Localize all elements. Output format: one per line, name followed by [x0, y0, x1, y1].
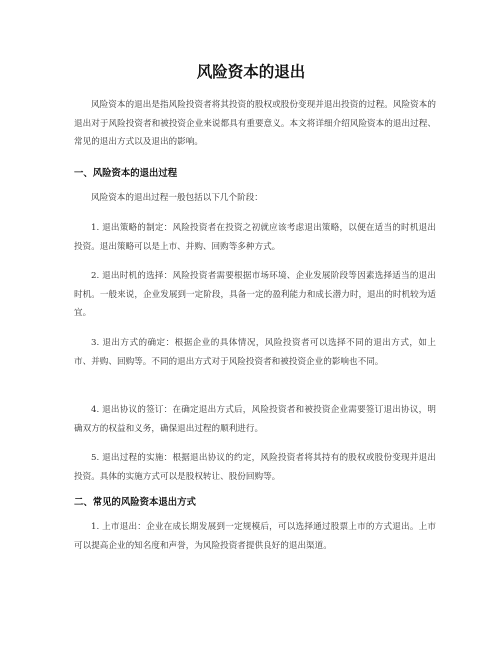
section-2-item-1	[74, 518, 436, 555]
intro-paragraph	[74, 96, 436, 152]
list-item-text: 3. 退出方式的确定：根据企业的具体情况，风险投资者可以选择不同的退出方式，如上市、并购、回购等。不同的退出方式对于风险投资者和被投资企业的影响也不同。	[74, 338, 436, 367]
section-1-item-2	[74, 267, 436, 323]
section-1-item-1	[74, 219, 436, 256]
section-1-item-5	[74, 449, 436, 486]
section-1-lead	[74, 189, 436, 208]
section-2-heading: 二、常见的风险资本退出方式	[74, 497, 196, 508]
section-1-lead-text: 风险资本的退出过程一般包括以下几个阶段：	[91, 193, 263, 203]
section-1-item-4	[74, 401, 436, 438]
list-item-text: 4. 退出协议的签订：在确定退出方式后，风险投资者和被投资企业需要签订退出协议，明确双方的权益和义务，确保退出过程的顺利进行。	[74, 405, 436, 434]
section-1-heading: 一、风险资本的退出过程	[74, 168, 178, 179]
intro-text: 风险资本的退出是指风险投资者将其投资的股权或股份变现并退出投资的过程。风险资本的退出对于风险投资者和被投资企业来说都具有重要意义。本文将详细介绍风险资本的退出过程、常见的退出方式以及退出的影响。	[74, 100, 436, 147]
section-1-item-3	[74, 334, 436, 371]
document-title: 风险资本的退出	[196, 63, 306, 81]
list-item-text: 5. 退出过程的实施：根据退出协议的约定，风险投资者将其持有的股权或股份变现并退出投资。具体的实施方式可以是股权转让、股份回购等。	[74, 453, 436, 482]
list-item-text: 2. 退出时机的选择：风险投资者需要根据市场环境、企业发展阶段等因素选择适当的退出时机。一般来说，企业发展到一定阶段，具备一定的盈利能力和成长潜力时，退出的时机较为适宜。	[74, 271, 436, 318]
list-item-text: 1. 退出策略的制定：风险投资者在投资之初就应该考虑退出策略，以便在适当的时机退出投资。退出策略可以是上市、并购、回购等多种方式。	[74, 223, 436, 252]
list-item-text: 1. 上市退出：企业在成长期发展到一定规模后，可以选择通过股票上市的方式退出。上市可以提高企业的知名度和声誉，为风险投资者提供良好的退出渠道。	[74, 522, 436, 551]
